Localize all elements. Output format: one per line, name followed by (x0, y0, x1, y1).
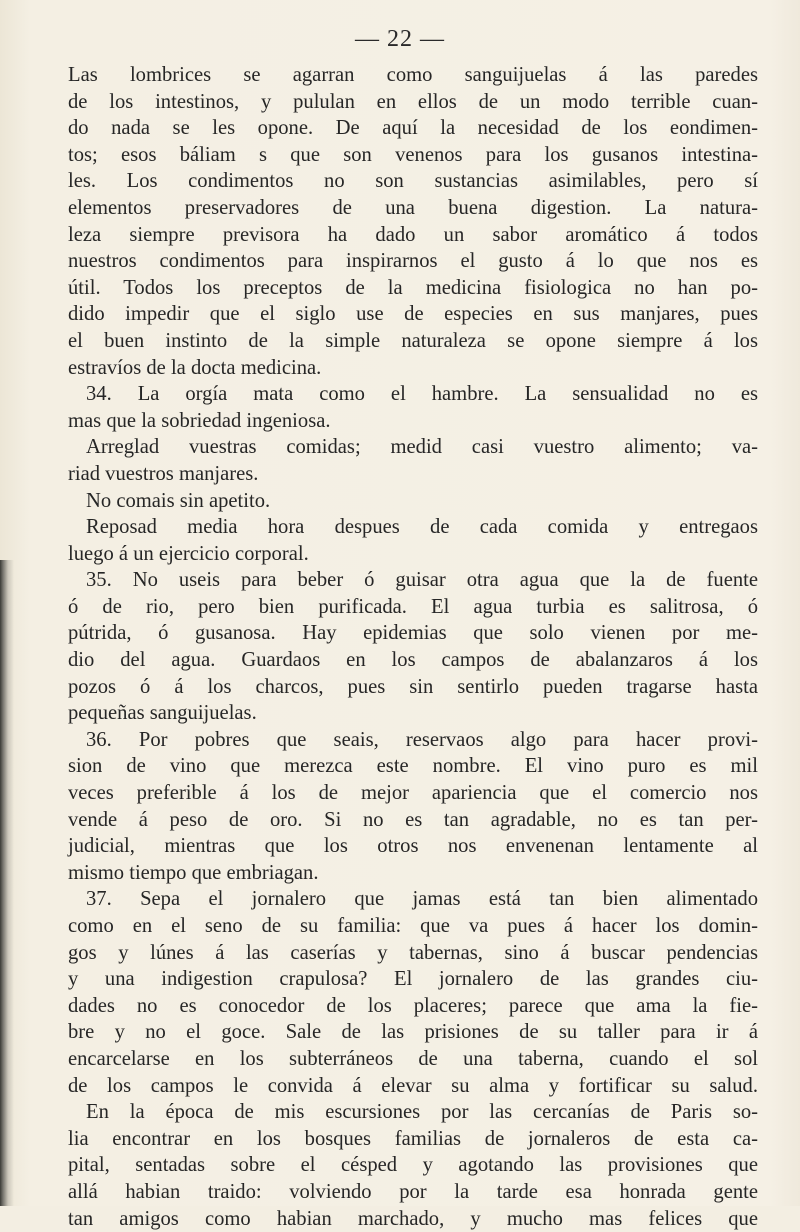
text-line: dio del agua. Guardaos en los campos de abalanzaros á los (68, 649, 758, 672)
text-line: mas que la sobriedad ingeniosa. (68, 409, 331, 432)
text-line: como en el seno de su familia: que va pues á hacer los domin- (68, 915, 758, 937)
text-line: elementos preservadores de una buena digestion. La natura- (68, 196, 758, 219)
text-line: encarcelarse en los subterráneos de una taberna, cuando el sol (68, 1047, 758, 1070)
text-line: allá habian traido: volviendo por la tarde esa honrada gente (68, 1180, 758, 1203)
text-line: sion de vino que merezca este nombre. El vino puro es mil (68, 755, 758, 778)
text-line: el buen instinto de la simple naturaleza se opone siempre á los (68, 329, 758, 352)
text-line: 35. No useis para beber ó guisar otra agua que la de fuente (86, 569, 758, 592)
text-line: gos y lúnes á las caserías y tabernas, sino á buscar pendencias (68, 941, 758, 964)
text-line: de los intestinos, y pululan en ellos de un modo terrible cuan- (68, 90, 758, 113)
text-line: lia encontrar en los bosques familias de jornaleros de esta ca- (68, 1127, 758, 1150)
page-number: — 22 — (355, 26, 445, 52)
text-line: En la época de mis escursiones por las cercanías de Paris so- (86, 1101, 758, 1124)
text-line: judicial, mientras que los otros nos envenenan lentamente al (68, 835, 758, 858)
text-line: nuestros condimentos para inspirarnos el gusto á lo que nos es (68, 250, 758, 273)
text-line: ó de rio, pero bien purificada. El agua turbia es salitrosa, ó (68, 595, 758, 618)
text-line: tos; esos báliam s que son venenos para los gusanos intestina- (68, 143, 758, 166)
text-line: dido impedir que el siglo use de especies en sus manjares, pues (68, 303, 758, 326)
text-line: 36. Por pobres que seais, reservaos algo para hacer provi- (86, 728, 758, 751)
body-text (68, 62, 758, 1232)
text-line: Arreglad vuestras comidas; medid casi vuestro alimento; va- (86, 436, 758, 459)
text-line: pozos ó á los charcos, pues sin sentirlo pueden tragarse hasta (68, 675, 758, 698)
text-line: de los campos le convida á elevar su alma y fortificar su salud. (68, 1074, 758, 1097)
text-line: vende á peso de oro. Si no es tan agradable, no es tan per- (68, 808, 758, 831)
text-line: Las lombrices se agarran como sanguijuelas á las paredes (68, 64, 758, 86)
text-line: les. Los condimentos no son sustancias asimilables, pero sí (68, 170, 758, 193)
text-line: tan amigos como habian marchado, y mucho mas felices que (68, 1207, 758, 1230)
text-line: pital, sentadas sobre el césped y agotando las provisiones que (68, 1154, 758, 1177)
text-line: dades no es conocedor de los placeres; parece que ama la fie- (68, 994, 758, 1017)
text-line: bre y no el goce. Sale de las prisiones de su taller para ir á (68, 1021, 758, 1044)
text-line: y una indigestion crapulosa? El jornalero de las grandes ciu- (68, 968, 758, 991)
text-line: luego á un ejercicio corporal. (68, 542, 309, 565)
text-line: 34. La orgía mata como el hambre. La sensualidad no es (86, 383, 758, 406)
text-line: leza siempre previsora ha dado un sabor aromático á todos (68, 223, 758, 246)
text-line: mismo tiempo que embriagan. (68, 861, 319, 884)
text-line: veces preferible á los de mejor apariencia que el comercio nos (68, 782, 758, 805)
text-line: No comais sin apetito. (86, 489, 271, 512)
text-line: pútrida, ó gusanosa. Hay epidemias que solo vienen por me- (68, 622, 758, 645)
text-line: estravíos de la docta medicina. (68, 356, 322, 379)
text-line: Reposad media hora despues de cada comida y entregaos (86, 516, 758, 539)
text-line: pequeñas sanguijuelas. (68, 702, 257, 725)
page-edge-shadow (0, 560, 14, 1206)
text-line: 37. Sepa el jornalero que jamas está tan bien alimentado (86, 888, 758, 911)
text-line: do nada se les opone. De aquí la necesidad de los eondimen- (68, 117, 758, 140)
text-line: riad vuestros manjares. (68, 462, 259, 485)
text-line: útil. Todos los preceptos de la medicina fisiologica no han po- (68, 276, 758, 299)
